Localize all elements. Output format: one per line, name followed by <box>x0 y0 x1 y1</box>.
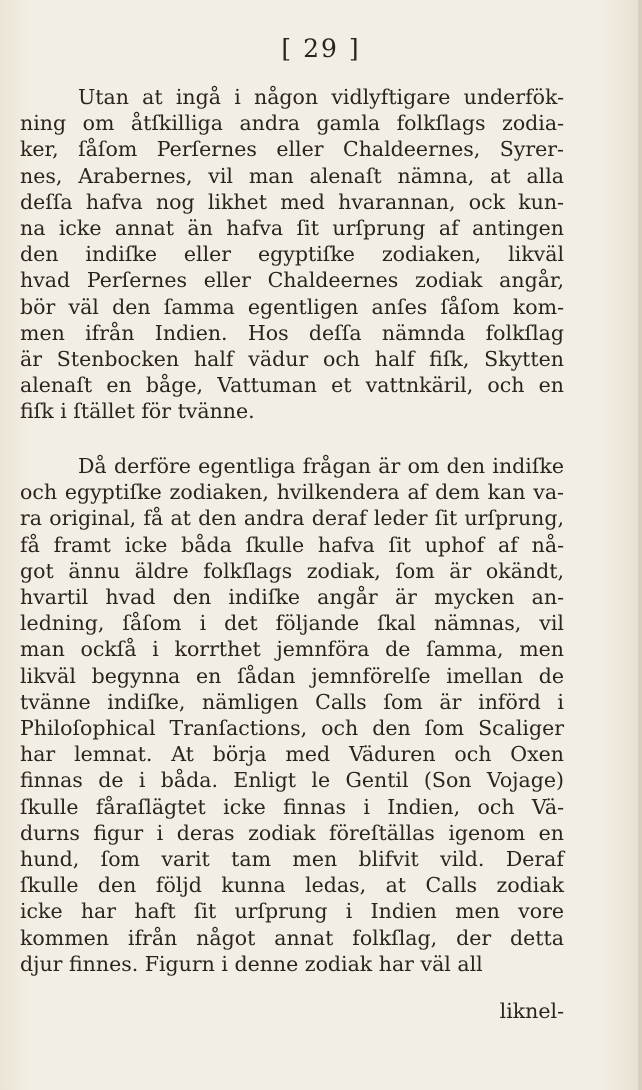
text-line: Då derföre egentliga frågan är om den indiſke <box>78 454 564 478</box>
text-line: Philoſophical Tranſactions, och den ſom Scaliger <box>20 716 564 740</box>
text-line: hvartil hvad den indiſke angår är mycken an- <box>20 585 564 609</box>
text-line: har lemnat. At börja med Väduren och Oxen <box>20 742 564 767</box>
page-edge <box>638 0 642 1090</box>
text-line: ning om åtſkilliga andra gamla folkſlags zodia- <box>20 111 564 136</box>
text-line: djur finnes. Figurn i denne zodiak har väl all <box>20 951 483 976</box>
text-line: got ännu äldre folkſlags zodiak, ſom är okändt, <box>20 558 564 583</box>
text-line: ra original, få at den andra deraf leder ſit urſprung, <box>20 506 564 531</box>
text-line: är Stenbocken half vädur och half fiſk, Skytten <box>20 347 564 371</box>
text-line: na icke annat än hafva ſit urſprung af antingen <box>20 216 564 240</box>
text-line: hvad Perſernes eller Chaldeernes zodiak angår, <box>20 268 564 293</box>
text-line: och egyptiſke zodiaken, hvilkendera af dem kan va- <box>20 480 564 505</box>
text-line: Utan at ingå i någon vidlyftigare underfök- <box>78 85 564 109</box>
text-line: ſkulle fåraſlägtet icke finnas i Indien, och Vä- <box>20 794 564 819</box>
text-line: kommen ifrån något annat folkſlag, der detta <box>20 925 564 950</box>
text-line: man ockſå i korrthet jemnföra de ſamma, men <box>20 637 564 662</box>
text-line: få framt icke båda ſkulle hafva ſit uphof af nå- <box>20 532 564 557</box>
catchword: liknel- <box>499 999 564 1023</box>
text-line: ſkulle den följd kunna ledas, at Calls zodiak <box>20 873 564 898</box>
text-line: likväl begynna en ſådan jemnförelſe imellan de <box>20 663 564 688</box>
text-line: men ifrån Indien. Hos deſſa nämnda folkſlag <box>20 320 564 345</box>
text-line: nes, Arabernes, vil man alenaſt nämna, at alla <box>20 163 564 188</box>
text-line: den indiſke eller egyptiſke zodiaken, likväl <box>20 242 564 267</box>
page-number: [ 29 ] <box>281 34 361 63</box>
text-line: durns figur i deras zodiak föreſtällas igenom en <box>20 820 564 845</box>
text-line: alenaſt en båge, Vattuman et vattnkäril, och en <box>20 373 564 398</box>
text-line: fiſk i ſtället för tvänne. <box>20 399 255 424</box>
text-line: deſſa hafva nog likhet med hvarannan, ock kun- <box>20 189 564 214</box>
text-line: ledning, ſåſom i det följande ſkal nämnas, vil <box>20 611 564 636</box>
text-line: tvänne indiſke, nämligen Calls ſom är införd i <box>20 689 564 714</box>
text-line: hund, ſom varit tam men blifvit vild. Deraf <box>20 847 564 871</box>
text-line: ker, ſåſom Perſernes eller Chaldeernes, Syrer- <box>20 137 564 162</box>
text-line: bör väl den ſamma egentligen anſes ſåſom kom- <box>20 294 564 319</box>
text-line: icke har haft ſit urſprung i Indien men vore <box>20 899 564 924</box>
text-line: finnas de i båda. Enligt le Gentil (Son Vojage) <box>20 768 564 793</box>
